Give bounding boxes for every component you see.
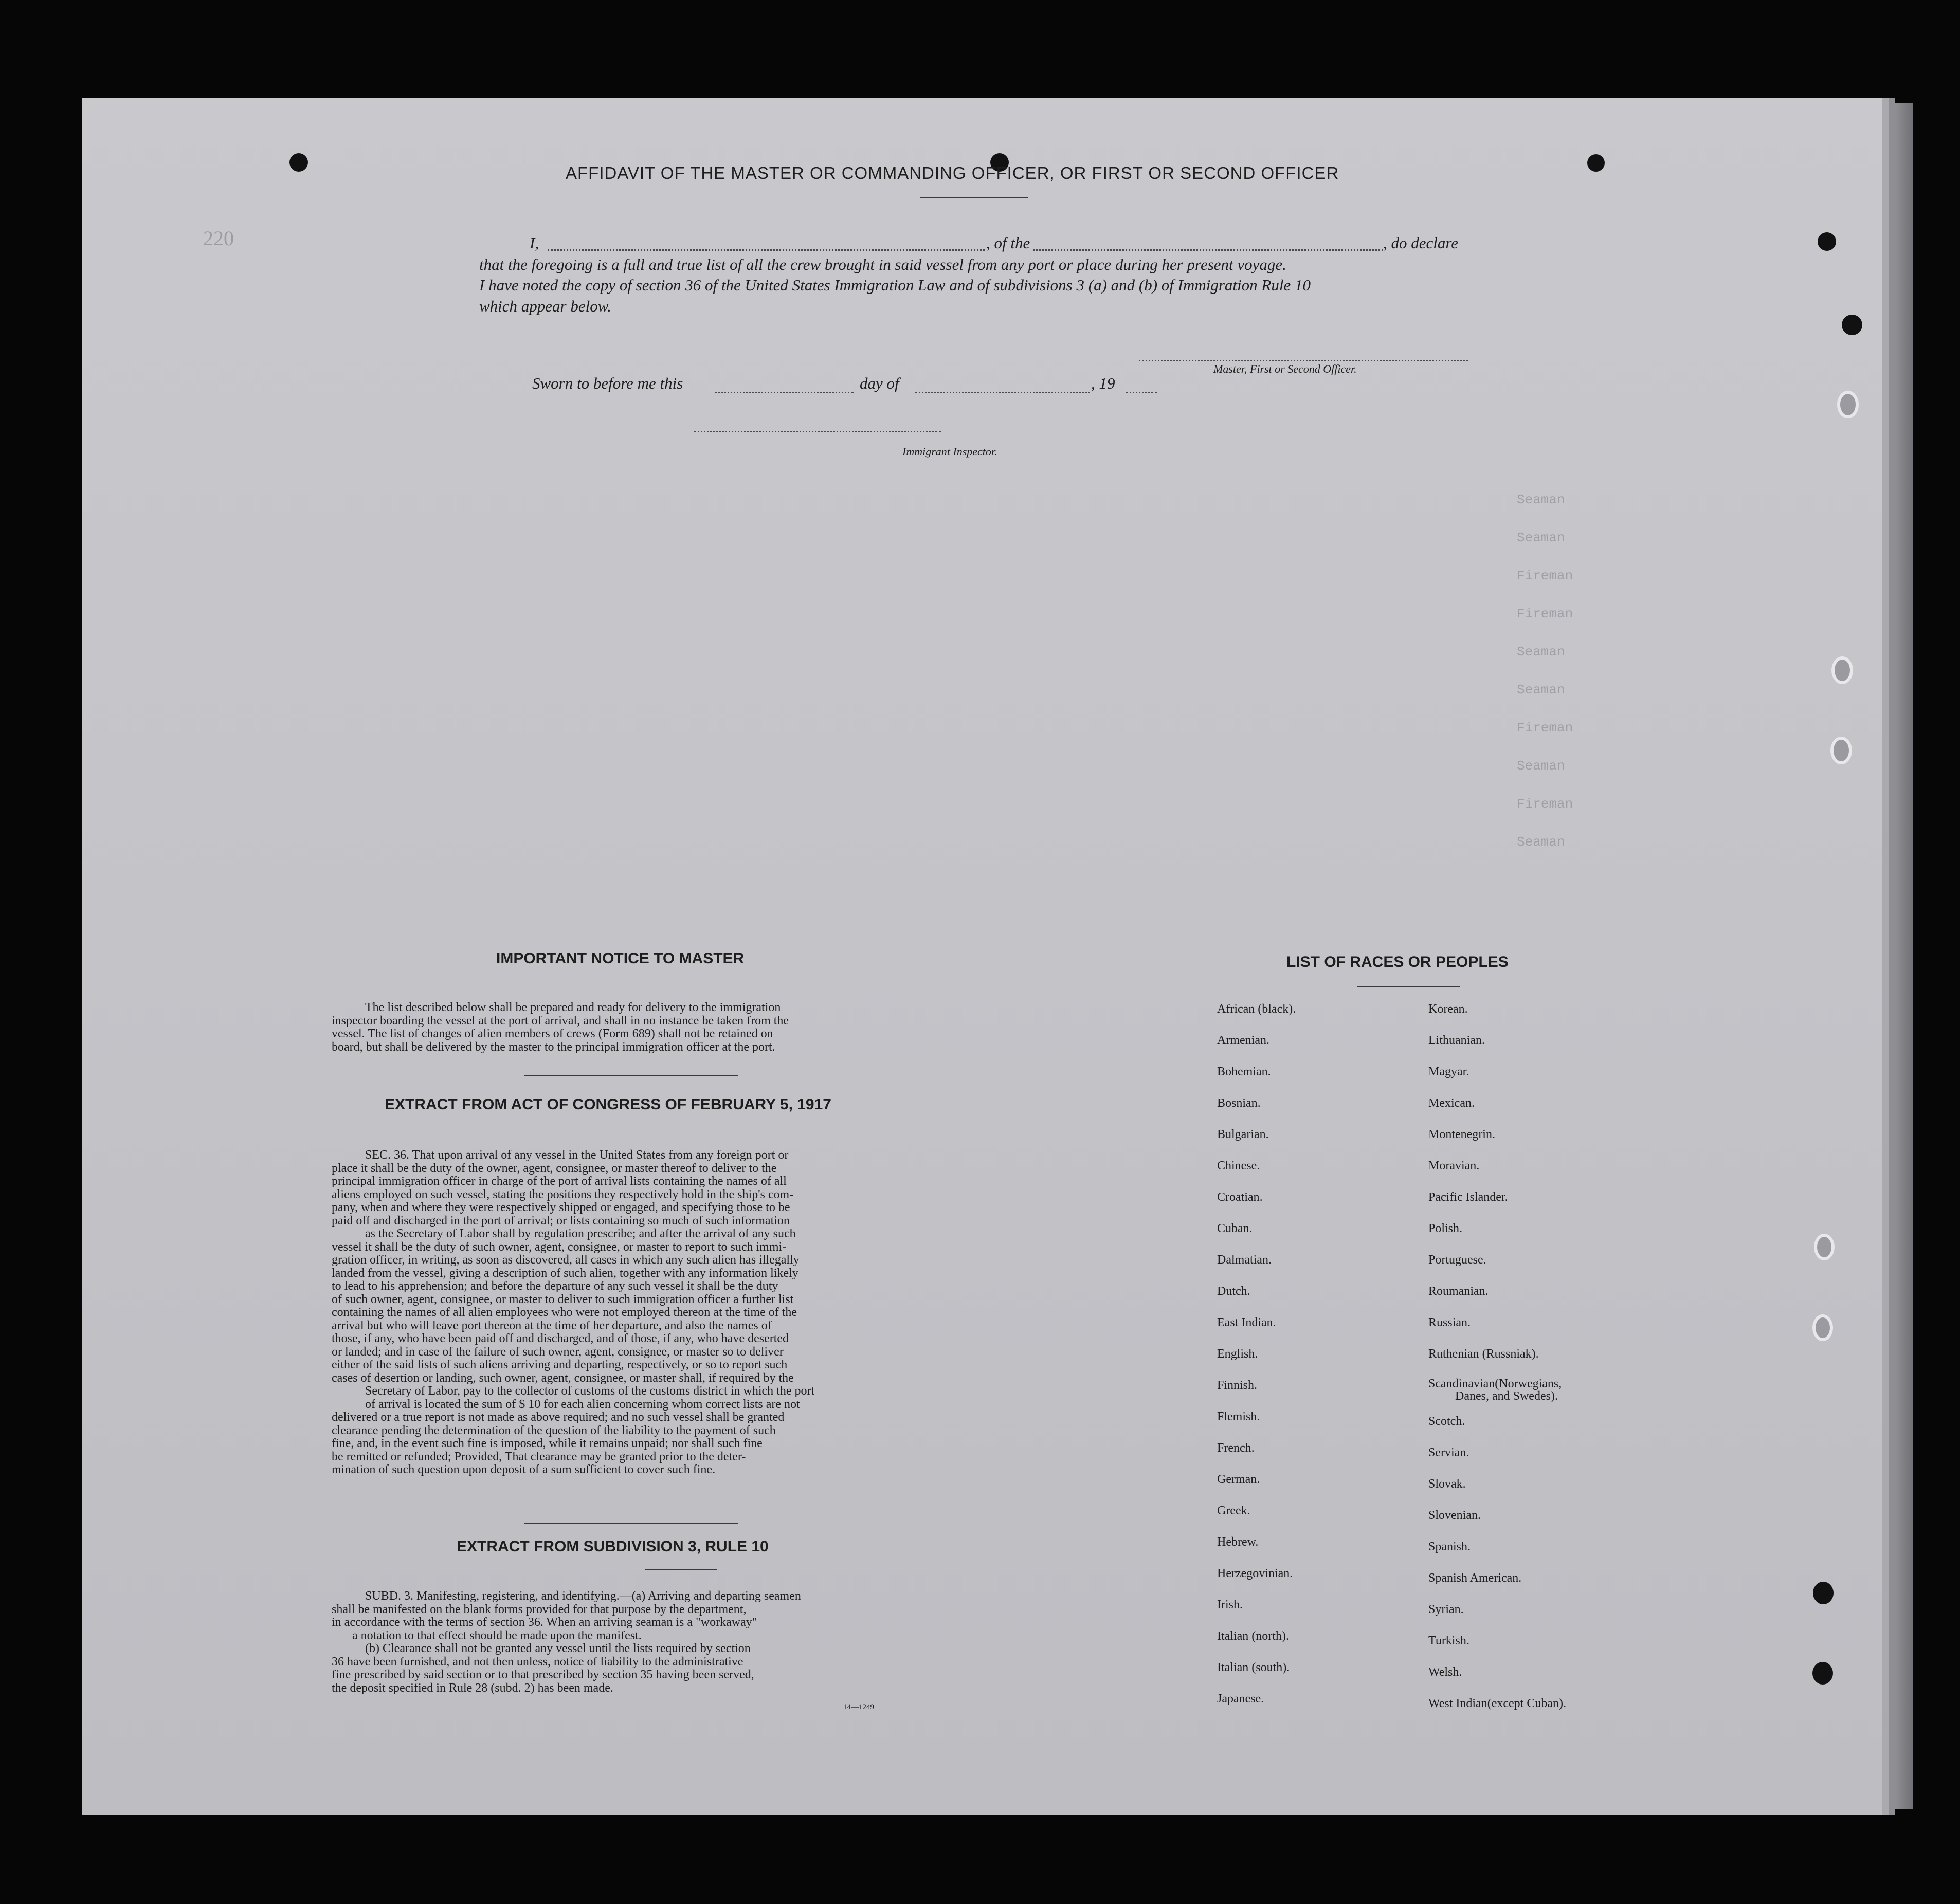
act-line: clearance pending the determination of the question of the liability to the payment of such <box>332 1423 776 1437</box>
act-line: as the Secretary of Labor shall by regulation prescribe; and after the arrival of any such <box>365 1227 796 1240</box>
race-item: Scandinavian(Norwegians, <box>1428 1377 1562 1390</box>
race-item: Danes, and Swedes). <box>1455 1389 1558 1403</box>
act-line: be remitted or refunded; Provided, That clearance may be granted prior to the deter- <box>332 1450 746 1463</box>
act-line: containing the names of all alien employees who were not employed thereon at the time of the <box>332 1306 797 1319</box>
act-line: gration officer, in writing, as soon as discovered, all cases in which any such alien has illegally <box>332 1253 800 1267</box>
race-item: French. <box>1217 1441 1255 1455</box>
act-line: arrival but who will leave port thereon at the time of her departure, and also the names of <box>332 1319 772 1332</box>
act-line: aliens employed on such vessel, stating the positions they respectively hold in the ship's com- <box>332 1187 794 1201</box>
race-item: Welsh. <box>1428 1665 1462 1679</box>
race-item: Spanish. <box>1428 1540 1471 1553</box>
margin-mark: 220 <box>203 227 234 250</box>
race-item: West Indian(except Cuban). <box>1428 1697 1566 1710</box>
race-item: Chinese. <box>1217 1159 1260 1173</box>
act-title: EXTRACT FROM ACT OF CONGRESS OF FEBRUARY 5, 1917 <box>385 1096 831 1113</box>
act-line: cases of desertion or landing, such owner, agent, consignee, or master shall, if required by the <box>332 1371 794 1385</box>
affidavit-declare: , do declare <box>1383 234 1459 252</box>
affidavit-of-the: , of the <box>986 234 1030 252</box>
race-item: English. <box>1217 1347 1258 1361</box>
race-item: Scotch. <box>1428 1415 1465 1428</box>
race-item: Roumanian. <box>1428 1285 1489 1298</box>
race-item: Dalmatian. <box>1217 1253 1272 1267</box>
race-item: Slovenian. <box>1428 1509 1481 1522</box>
bleed-through-text: Seaman Seaman Fireman Fireman Seaman Seaman Fireman Seaman Fireman Seaman <box>1517 492 1573 850</box>
race-item: Cuban. <box>1217 1222 1253 1235</box>
notice-line: vessel. The list of changes of alien members of crews (Form 689) shall not be retained on <box>332 1027 773 1040</box>
race-item: Russian. <box>1428 1316 1471 1329</box>
act-line: Secretary of Labor, pay to the collector of customs of the customs district in which the port <box>365 1384 815 1398</box>
race-item: East Indian. <box>1217 1316 1276 1329</box>
race-item: Polish. <box>1428 1222 1463 1235</box>
divider <box>1357 986 1460 987</box>
year-field[interactable] <box>1126 392 1157 393</box>
act-line: paid off and discharged in the port of arrival; or lists containing so much of such information <box>332 1214 790 1228</box>
punch-hole <box>1837 391 1859 418</box>
race-item: Slovak. <box>1428 1477 1466 1491</box>
race-item: Portuguese. <box>1428 1253 1486 1267</box>
race-item: Italian (south). <box>1217 1661 1290 1674</box>
master-signature-field[interactable] <box>1139 360 1468 361</box>
vessel-field[interactable] <box>1033 249 1383 251</box>
race-item: Hebrew. <box>1217 1535 1259 1549</box>
affidavit-line3: I have noted the copy of section 36 of the United States Immigration Law and of subdivisions 3 (a) and (b) of Immigration Rule 10 <box>479 276 1311 294</box>
act-line: those, if any, who have been paid off and discharged, and of those, if any, who have deserted <box>332 1332 789 1345</box>
rule-line: shall be manifested on the blank forms provided for that purpose by the department, <box>332 1602 747 1616</box>
race-item: Flemish. <box>1217 1410 1260 1423</box>
race-item: Bohemian. <box>1217 1065 1271 1078</box>
act-line: pany, when and where they were respectively shipped or engaged, and specifying those to be <box>332 1201 790 1214</box>
punch-hole <box>1818 232 1836 251</box>
race-item: Turkish. <box>1428 1634 1469 1647</box>
divider <box>524 1523 738 1524</box>
act-line: delivered or a true report is not made as above required; and no such vessel shall be granted <box>332 1411 785 1424</box>
day-field[interactable] <box>715 392 854 393</box>
act-line: either of the said lists of such aliens arriving and departing, respectively, or so to report such <box>332 1358 788 1371</box>
rule-line: a notation to that effect should be made upon the manifest. <box>352 1628 642 1642</box>
race-item: Ruthenian (Russniak). <box>1428 1347 1539 1361</box>
race-item: Moravian. <box>1428 1159 1480 1173</box>
punch-hole <box>1587 154 1605 172</box>
rule-line: SUBD. 3. Manifesting, registering, and identifying.—(a) Arriving and departing seamen <box>365 1589 801 1603</box>
notice-line: The list described below shall be prepared and ready for delivery to the immigration <box>365 1001 781 1014</box>
notice-title: IMPORTANT NOTICE TO MASTER <box>496 950 745 967</box>
race-item: Lithuanian. <box>1428 1034 1485 1047</box>
act-text <box>332 1149 936 1477</box>
act-line: fine, and, in the event such fine is imposed, while it remains unpaid; nor shall such fine <box>332 1437 763 1450</box>
race-item: Spanish American. <box>1428 1571 1522 1585</box>
race-item: Servian. <box>1428 1446 1469 1459</box>
races-title: LIST OF RACES OR PEOPLES <box>1286 954 1509 971</box>
race-item: Syrian. <box>1428 1603 1464 1616</box>
race-item: Bulgarian. <box>1217 1128 1269 1141</box>
race-item: Bosnian. <box>1217 1096 1261 1110</box>
punch-hole <box>1812 1314 1833 1341</box>
rule-text <box>332 1590 928 1695</box>
race-item: Croatian. <box>1217 1191 1263 1204</box>
rule-title: EXTRACT FROM SUBDIVISION 3, RULE 10 <box>457 1538 769 1555</box>
page-edge-stack <box>1882 103 1913 1809</box>
act-line: landed from the vessel, giving a description of such alien, together with any information likely <box>332 1266 798 1280</box>
race-item: Irish. <box>1217 1598 1243 1612</box>
affidavit-i: I, <box>530 234 539 252</box>
race-item: Armenian. <box>1217 1034 1269 1047</box>
act-line: to lead to his apprehension; and before the departure of any such vessel it shall be the duty <box>332 1279 778 1293</box>
race-item: Finnish. <box>1217 1379 1258 1392</box>
inspector-signature-field[interactable] <box>694 431 941 432</box>
act-line: of such owner, agent, consignee, or master to deliver to such immigration officer a further list <box>332 1292 794 1306</box>
act-line: principal immigration officer in charge of the port of arrival lists containing the names of all <box>332 1175 787 1188</box>
race-item: Mexican. <box>1428 1096 1475 1110</box>
rule-line: in accordance with the terms of section 36. When an arriving seaman is a "workaway" <box>332 1616 757 1629</box>
notice-line: board, but shall be delivered by the master to the principal immigration officer at the port. <box>332 1040 775 1054</box>
rule-line: (b) Clearance shall not be granted any vessel until the lists required by section <box>365 1642 751 1655</box>
divider <box>920 197 1028 198</box>
rule-line: the deposit specified in Rule 28 (subd. 2) has been made. <box>332 1681 613 1695</box>
punch-hole <box>1842 315 1862 335</box>
rule-line: fine prescribed by said section or to that prescribed by section 35 having been served, <box>332 1668 754 1681</box>
punch-hole <box>1830 737 1852 764</box>
document-page <box>82 98 1882 1815</box>
race-item: Pacific Islander. <box>1428 1191 1508 1204</box>
affidavit-line4: which appear below. <box>479 297 611 315</box>
act-line: or landed; and in case of the failure of such owner, agent, consignee, or master so to deliver <box>332 1345 784 1359</box>
race-item: Greek. <box>1217 1504 1250 1517</box>
act-line: of arrival is located the sum of $ 10 for each alien concerning whom correct lists are not <box>365 1397 800 1411</box>
act-line: SEC. 36. That upon arrival of any vessel in the United States from any foreign port or <box>365 1148 789 1162</box>
punch-hole <box>1812 1662 1833 1685</box>
affidavit-line2: that the foregoing is a full and true list of all the crew brought in said vessel from any port or place during her present voyage. <box>479 255 1286 273</box>
race-item: German. <box>1217 1473 1260 1486</box>
race-item: African (black). <box>1217 1002 1296 1016</box>
punch-hole <box>1813 1582 1834 1604</box>
race-item: Italian (north). <box>1217 1630 1289 1643</box>
name-field[interactable] <box>548 249 985 251</box>
race-item: Dutch. <box>1217 1285 1250 1298</box>
punch-hole <box>289 153 308 172</box>
punch-hole <box>1831 656 1853 684</box>
act-line: place it shall be the duty of the owner, agent, consignee, or master thereof to deliver to the <box>332 1161 777 1175</box>
race-item: Montenegrin. <box>1428 1128 1495 1141</box>
affidavit-title: AFFIDAVIT OF THE MASTER OR COMMANDING OFFICER, OR FIRST OR SECOND OFFICER <box>566 163 1339 182</box>
divider <box>645 1569 717 1570</box>
year-text: , 19 <box>1091 374 1115 392</box>
day-of-text: day of <box>860 374 899 392</box>
form-number: 14—1249 <box>843 1703 874 1711</box>
month-field[interactable] <box>915 392 1090 393</box>
notice-line: inspector boarding the vessel at the port of arrival, and shall in no instance be taken from the <box>332 1014 789 1028</box>
race-item: Herzegovinian. <box>1217 1567 1293 1580</box>
race-item: Magyar. <box>1428 1065 1469 1078</box>
race-item: Korean. <box>1428 1002 1468 1016</box>
notice-text <box>332 1001 936 1054</box>
master-signature-label: Master, First or Second Officer. <box>1213 362 1357 375</box>
divider <box>524 1075 738 1076</box>
sworn-text: Sworn to before me this <box>532 374 683 392</box>
inspector-signature-label: Immigrant Inspector. <box>902 445 997 458</box>
punch-hole <box>1814 1234 1835 1260</box>
race-item: Japanese. <box>1217 1692 1264 1706</box>
rule-line: 36 have been furnished, and not then unless, notice of liability to the administrative <box>332 1655 743 1669</box>
act-line: vessel it shall be the duty of such owner, agent, consignee, or master to report to such immi- <box>332 1240 787 1254</box>
act-line: mination of such question upon deposit of a sum sufficient to cover such fine. <box>332 1463 716 1476</box>
